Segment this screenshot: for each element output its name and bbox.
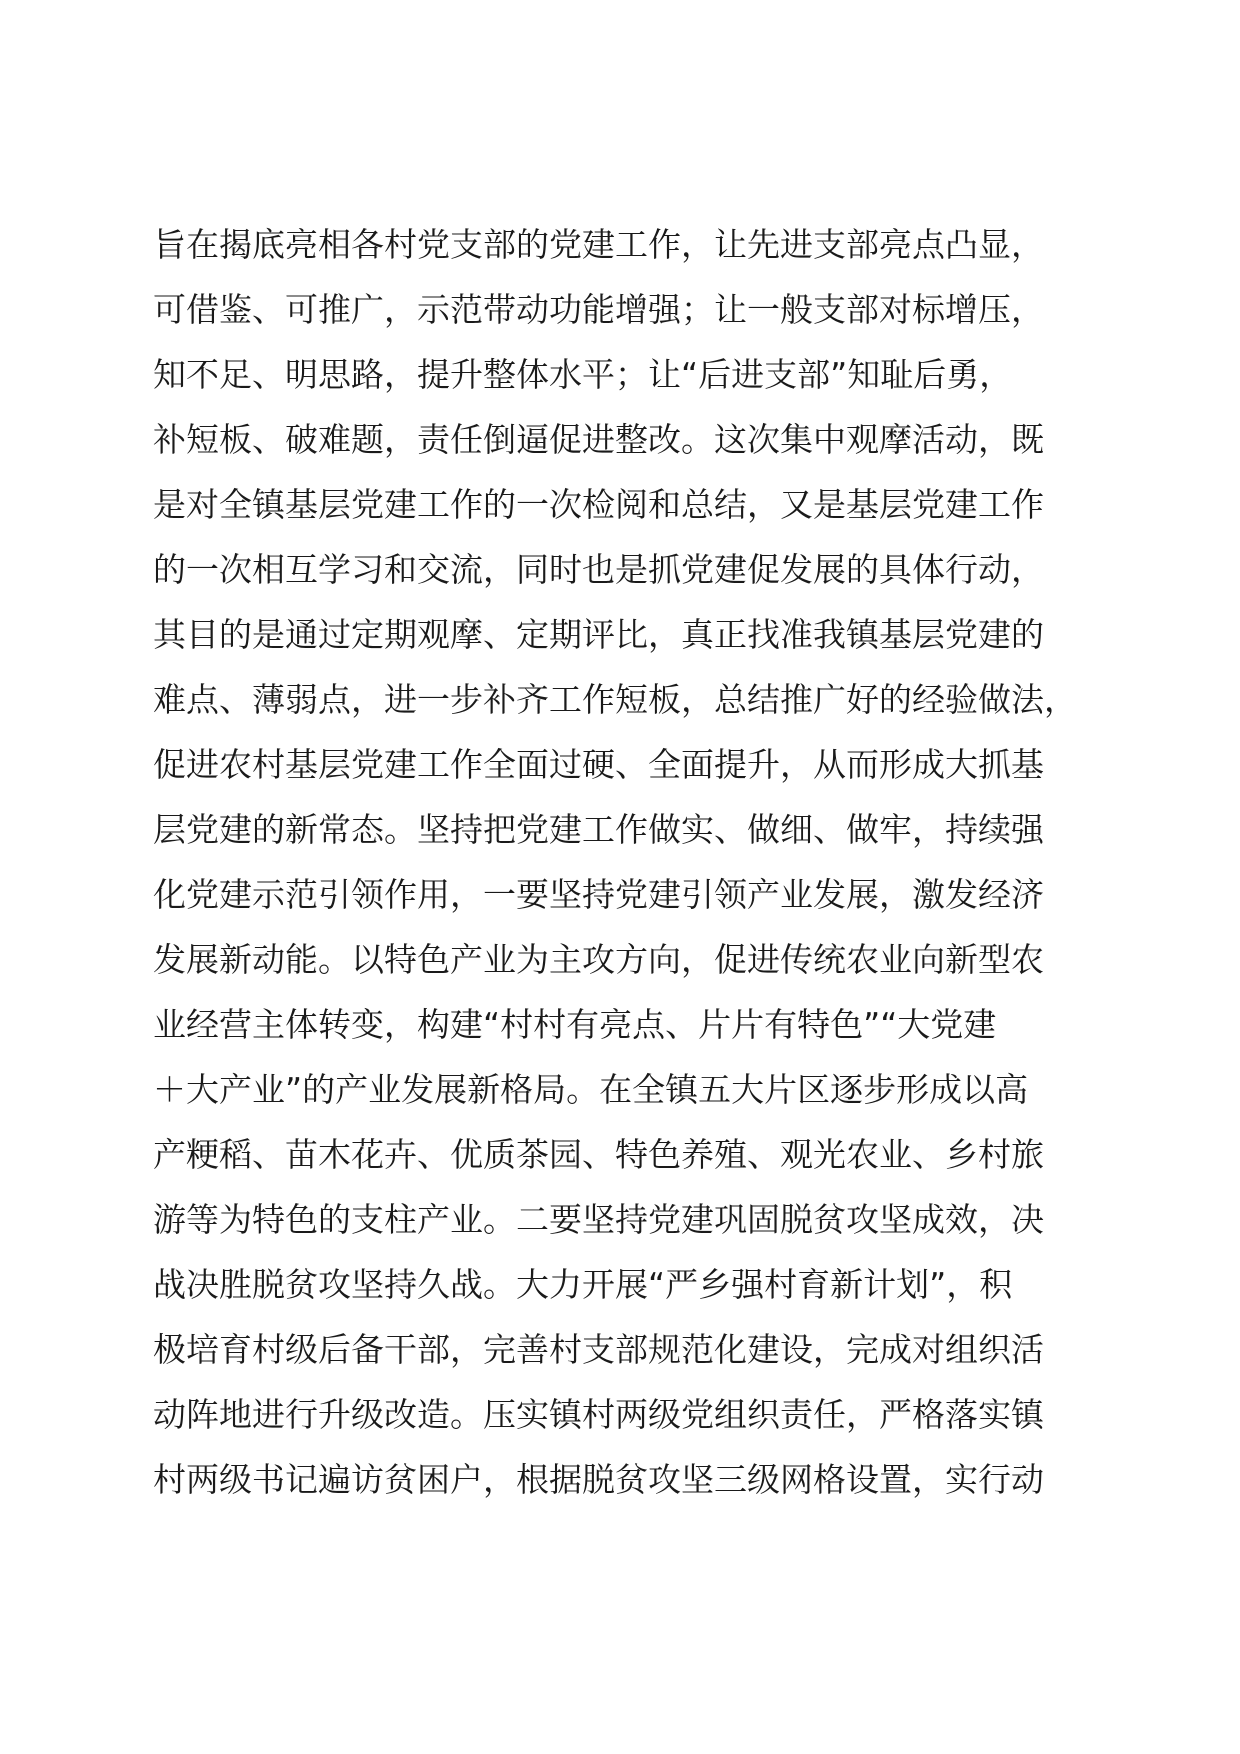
text-line: ＋大产业”的产业发展新格局。在全镇五大片区逐步形成以高 xyxy=(153,1070,1029,1109)
text-line: 旨在揭底亮相各村党支部的党建工作，让先进支部亮点凸显， xyxy=(153,225,1044,264)
text-line: 战决胜脱贫攻坚持久战。大力开展“严乡强村育新计划”，积 xyxy=(153,1265,1013,1304)
text-line: 动阵地进行升级改造。压实镇村两级党组织责任，严格落实镇 xyxy=(153,1395,1044,1434)
text-line: 业经营主体转变，构建“村村有亮点、片片有特色”“大党建 xyxy=(153,1005,997,1044)
text-line: 知不足、明思路，提升整体水平；让“后进支部”知耻后勇， xyxy=(153,355,1013,394)
text-line: 其目的是通过定期观摩、定期评比，真正找准我镇基层党建的 xyxy=(153,615,1044,654)
text-line: 产粳稻、苗木花卉、优质茶园、特色养殖、观光农业、乡村旅 xyxy=(153,1135,1044,1174)
text-line: 层党建的新常态。坚持把党建工作做实、做细、做牢，持续强 xyxy=(153,810,1044,849)
text-line: 难点、薄弱点，进一步补齐工作短板，总结推广好的经验做法， xyxy=(153,680,1077,719)
text-line: 可借鉴、可推广，示范带动功能增强；让一般支部对标增压， xyxy=(153,290,1044,329)
text-line: 的一次相互学习和交流，同时也是抓党建促发展的具体行动， xyxy=(153,550,1044,589)
text-line: 村两级书记遍访贫困户，根据脱贫攻坚三级网格设置，实行动 xyxy=(153,1460,1044,1499)
text-line: 游等为特色的支柱产业。二要坚持党建巩固脱贫攻坚成效，决 xyxy=(153,1200,1044,1239)
text-line: 补短板、破难题，责任倒逼促进整改。这次集中观摩活动，既 xyxy=(153,420,1044,459)
text-line: 发展新动能。以特色产业为主攻方向，促进传统农业向新型农 xyxy=(153,940,1044,979)
body-text xyxy=(153,212,1113,1512)
text-line: 极培育村级后备干部，完善村支部规范化建设，完成对组织活 xyxy=(153,1330,1044,1369)
text-line: 促进农村基层党建工作全面过硬、全面提升，从而形成大抓基 xyxy=(153,745,1044,784)
text-line: 是对全镇基层党建工作的一次检阅和总结，又是基层党建工作 xyxy=(153,485,1044,524)
text-line: 化党建示范引领作用，一要坚持党建引领产业发展，激发经济 xyxy=(153,875,1044,914)
